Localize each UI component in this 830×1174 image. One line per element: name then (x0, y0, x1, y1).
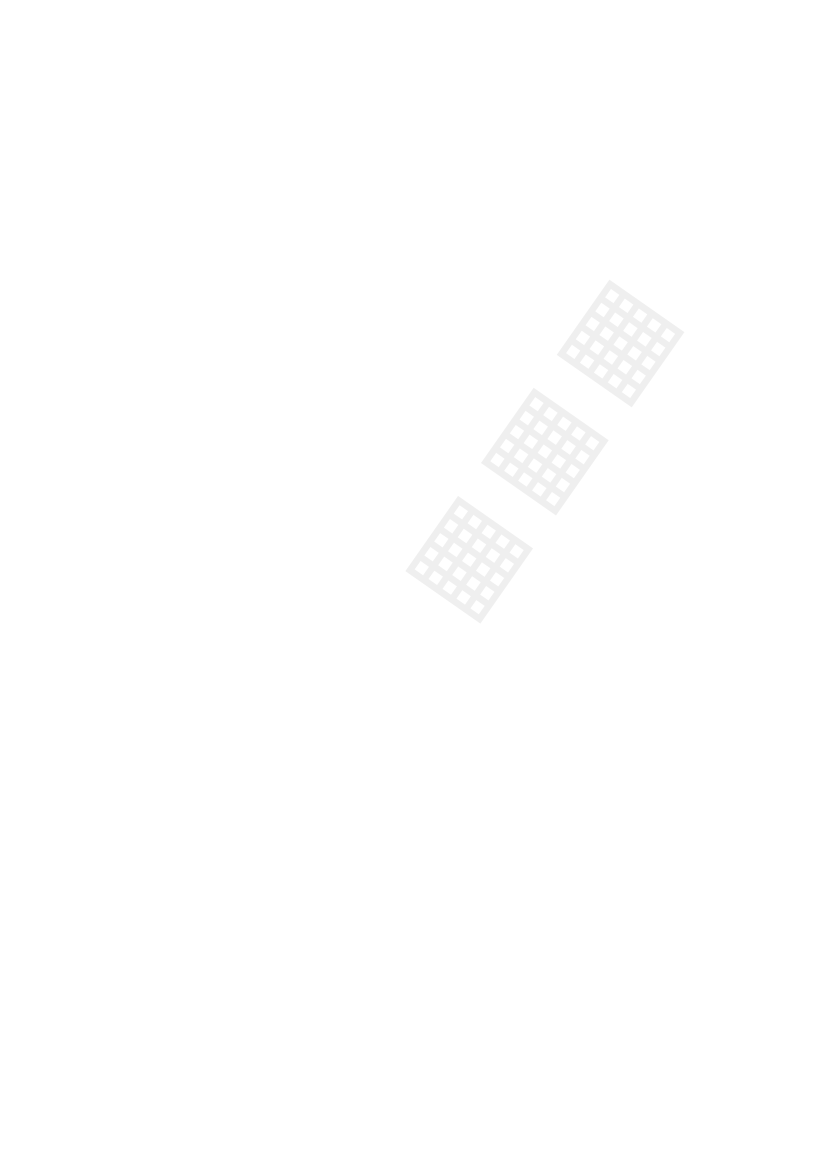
watermark: ▦ ▦ ▦ (388, 246, 713, 642)
